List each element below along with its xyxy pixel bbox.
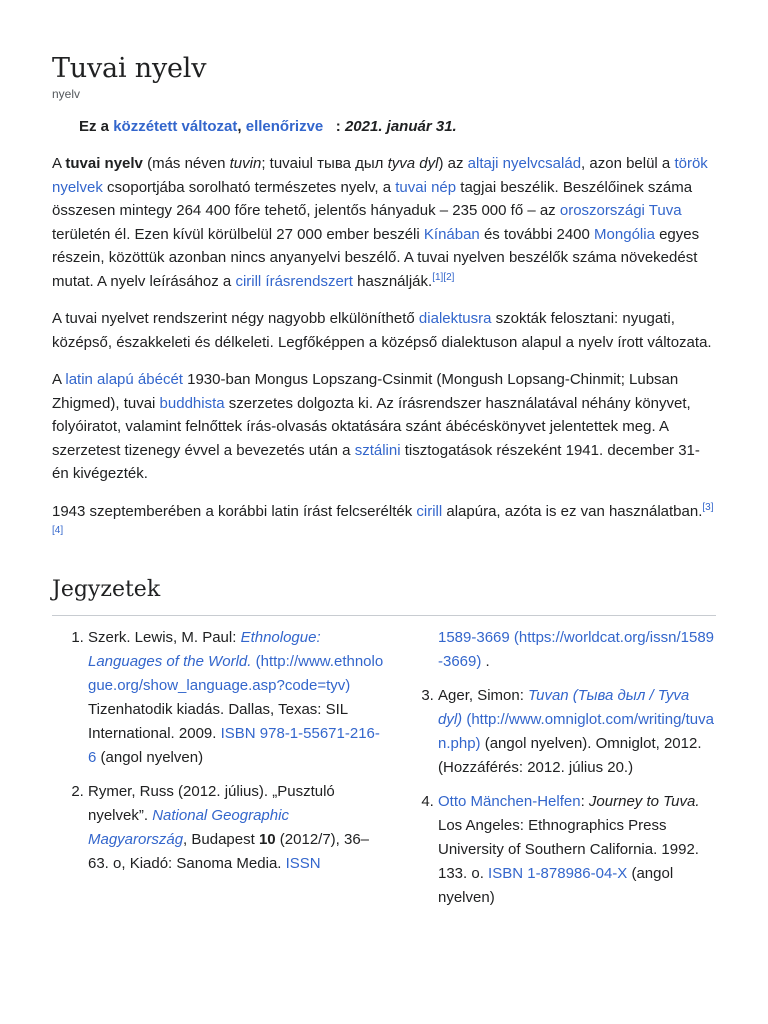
references-list xyxy=(52,626,716,920)
section-heading-notes: Jegyzetek xyxy=(52,575,716,616)
revision-notice: Ez a közzétett változat, ellenőrizve : 2021. január 31. xyxy=(79,118,457,135)
paragraph-alphabet: A latin alapú ábécét 1930-ban Mongus Lopszang-Csinmit (Mongush Lopsang-Chinmit; Lubsan Zhigmed), tuvai buddhista szerzetes dolgozta ki. Az írásrendszer használatával néhány könyvet, folyóiratot, valamint felnőttek írás-olvasás oktatására szánt ábécéskönyvet jelentettek meg. A szerzetest tizenegy évvel a bevezetés után a sztálini tisztogatások részeként 1941. december 31-én kivégezték. xyxy=(52,371,700,482)
ref-link-2[interactable]: [2] xyxy=(443,271,455,283)
link-altaic-family[interactable]: altaji nyelvcsalád xyxy=(467,155,582,172)
ref1-isbn-link[interactable]: ISBN 978-1-55671-216-6 xyxy=(88,724,380,766)
paragraph-intro: A tuvai nyelv (más néven tuvin; tuvaiul тыва дыл tyva dyl) az altaji nyelvcsalád, azon belül a török nyelvek csoportjába sorolható természetes nyelv, a tuvai nép tagjai beszélik. Beszélőinek száma összesen mintegy 264 400 főre tehető, jelentős hányaduk – 235 000 fő – az oroszországi Tuva területén él. Ezen kívül körülbelül 27 000 ember beszéli Kínában és további 2400 Mongólia egyes részein, közöttük azonban nincs anyanyelvi beszélő. A tuvai nyelven beszélők száma növekedést mutat. A nyelv leírásához a cirill írásrendszert használják.[1][2] xyxy=(52,155,708,290)
ref-link-1[interactable]: [1] xyxy=(432,271,444,283)
ref1-url-link[interactable]: (http://www.ethnologue.org/show_language.asp?code=tyv) xyxy=(88,652,384,694)
page-subtitle: nyelv xyxy=(52,87,81,101)
link-cyrillic[interactable]: cirill xyxy=(416,502,443,520)
link-turkic-languages[interactable]: török nyelvek xyxy=(52,155,708,196)
page-title: Tuvai nyelv xyxy=(52,53,207,84)
ref3-title-link[interactable]: Tuvan (Тыва дыл / Tyva dyl) xyxy=(438,686,690,728)
ref-link-3[interactable]: [3] xyxy=(702,501,714,513)
reference-item-3: 3. Ager, Simon: Tuvan (Тыва дыл / Tyva dyl) (http://www.omniglot.com/writing/tuvan.php) (angol nyelven). Omniglot, 2012. (Hozzáférés: 2012. július 20.) xyxy=(438,684,716,780)
checked-link[interactable]: ellenőrizve xyxy=(245,118,324,135)
link-buddhist[interactable]: buddhista xyxy=(159,394,225,412)
ref2-issn-number-link[interactable]: 1589-3669 xyxy=(438,628,510,646)
revision-date: 2021. január 31. xyxy=(344,118,457,135)
references-column-1 xyxy=(52,626,384,920)
ref-link-4[interactable]: [4] xyxy=(52,525,64,536)
link-china[interactable]: Kínában xyxy=(423,225,480,243)
ref2-journal-link[interactable]: National Geographic Magyarország xyxy=(88,806,289,848)
ref3-url-link[interactable]: (http://www.omniglot.com/writing/tuvan.php) xyxy=(438,710,714,752)
ref2-url-link[interactable]: (https://worldcat.org/issn/1589-3669) xyxy=(438,628,714,670)
link-stalinist[interactable]: sztálini xyxy=(354,441,401,459)
reference-item-1: 1. Szerk. Lewis, M. Paul: Ethnologue: Languages of the World. (http://www.ethnologue.org/show_language.asp?code=tyv) Tizenhatodik kiadás. Dallas, Texas: SIL International. 2009. ISBN 978-1-55671-216-6 (angol nyelven) xyxy=(88,626,384,770)
references-column-2 xyxy=(384,626,716,920)
paragraph-dialects: A tuvai nyelvet rendszerint négy nagyobb elkülöníthető dialektusra szokták felosztani: nyugati, középső, északkeleti és délkeleti. Legfőképpen a középső dialektuson alapul a nyelv írott változata. xyxy=(52,310,712,351)
link-tuvan-people[interactable]: tuvai nép xyxy=(395,178,457,196)
ref1-title-link[interactable]: Ethnologue: Languages of the World. xyxy=(88,628,321,670)
link-latin-alphabet[interactable]: latin alapú ábécét xyxy=(65,371,183,388)
link-dialects[interactable]: dialektusra xyxy=(418,310,492,327)
link-tuva-russia[interactable]: oroszországi Tuva xyxy=(559,202,682,219)
reference-item-2: 2. Rymer, Russ (2012. július). „Pusztuló nyelvek”. National Geographic Magyarország, Budapest 10 (2012/7), 36–63. o, Kiadó: Sanoma Media. ISSN xyxy=(88,780,384,876)
link-cyrillic-script[interactable]: cirill írásrendszert xyxy=(235,272,353,290)
ref4-author-link[interactable]: Otto Mänchen-Helfen xyxy=(438,792,581,810)
link-mongolia[interactable]: Mongólia xyxy=(594,225,655,243)
reference-item-2-continued: 1589-3669 (https://worldcat.org/issn/1589-3669) . xyxy=(438,628,714,670)
published-version-link[interactable]: közzétett változat xyxy=(113,118,238,135)
paragraph-cyrillic: 1943 szeptemberében a korábbi latin írást felcserélték cirill alapúra, azóta is ez van használatban.[3][4] xyxy=(52,501,714,536)
reference-item-4: 4. Otto Mänchen-Helfen: Journey to Tuva. Los Angeles: Ethnographics Press University of Southern California. 1992. 133. o. ISBN 1-878986-04-X (angol nyelven) xyxy=(438,790,716,910)
ref4-isbn-link[interactable]: ISBN 1-878986-04-X xyxy=(488,864,628,882)
ref2-issn-link[interactable]: ISSN xyxy=(285,854,321,872)
